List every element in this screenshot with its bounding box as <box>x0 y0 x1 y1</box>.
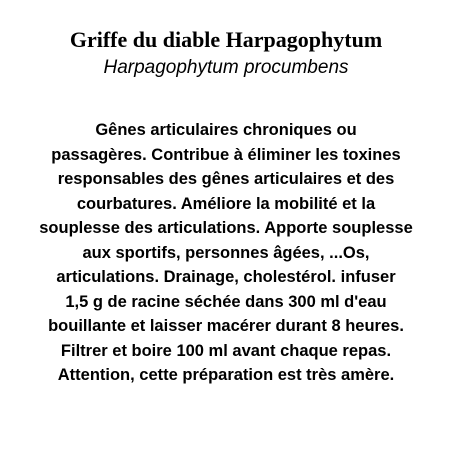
description-line: aux sportifs, personnes âgées, ...Os, <box>82 243 370 262</box>
description-line: articulations. Drainage, cholestérol. infuser <box>56 268 396 286</box>
description-line: souplesse des articulations. Apporte souplesse <box>39 219 413 237</box>
description-line: Attention, cette préparation est très amère. <box>57 366 395 384</box>
description-text <box>0 118 452 388</box>
description-line: responsables des gênes articulaires et des <box>57 170 395 188</box>
description-line: Gênes articulaires chroniques ou <box>95 121 357 139</box>
description-line: courbatures. Améliore la mobilité et la <box>76 194 376 213</box>
description-line: passagères. Contribue à éliminer les toxines <box>51 145 401 164</box>
product-title: Griffe du diable Harpagophytum <box>69 27 383 52</box>
botanical-name: Harpagophytum procumbens <box>103 57 349 78</box>
description-line: Filtrer et boire 100 ml avant chaque repas. <box>60 341 392 360</box>
description-line: 1,5 g de racine séchée dans 300 ml d'eau <box>65 292 387 311</box>
description-line: bouillante et laisser macérer durant 8 heures. <box>48 317 404 335</box>
